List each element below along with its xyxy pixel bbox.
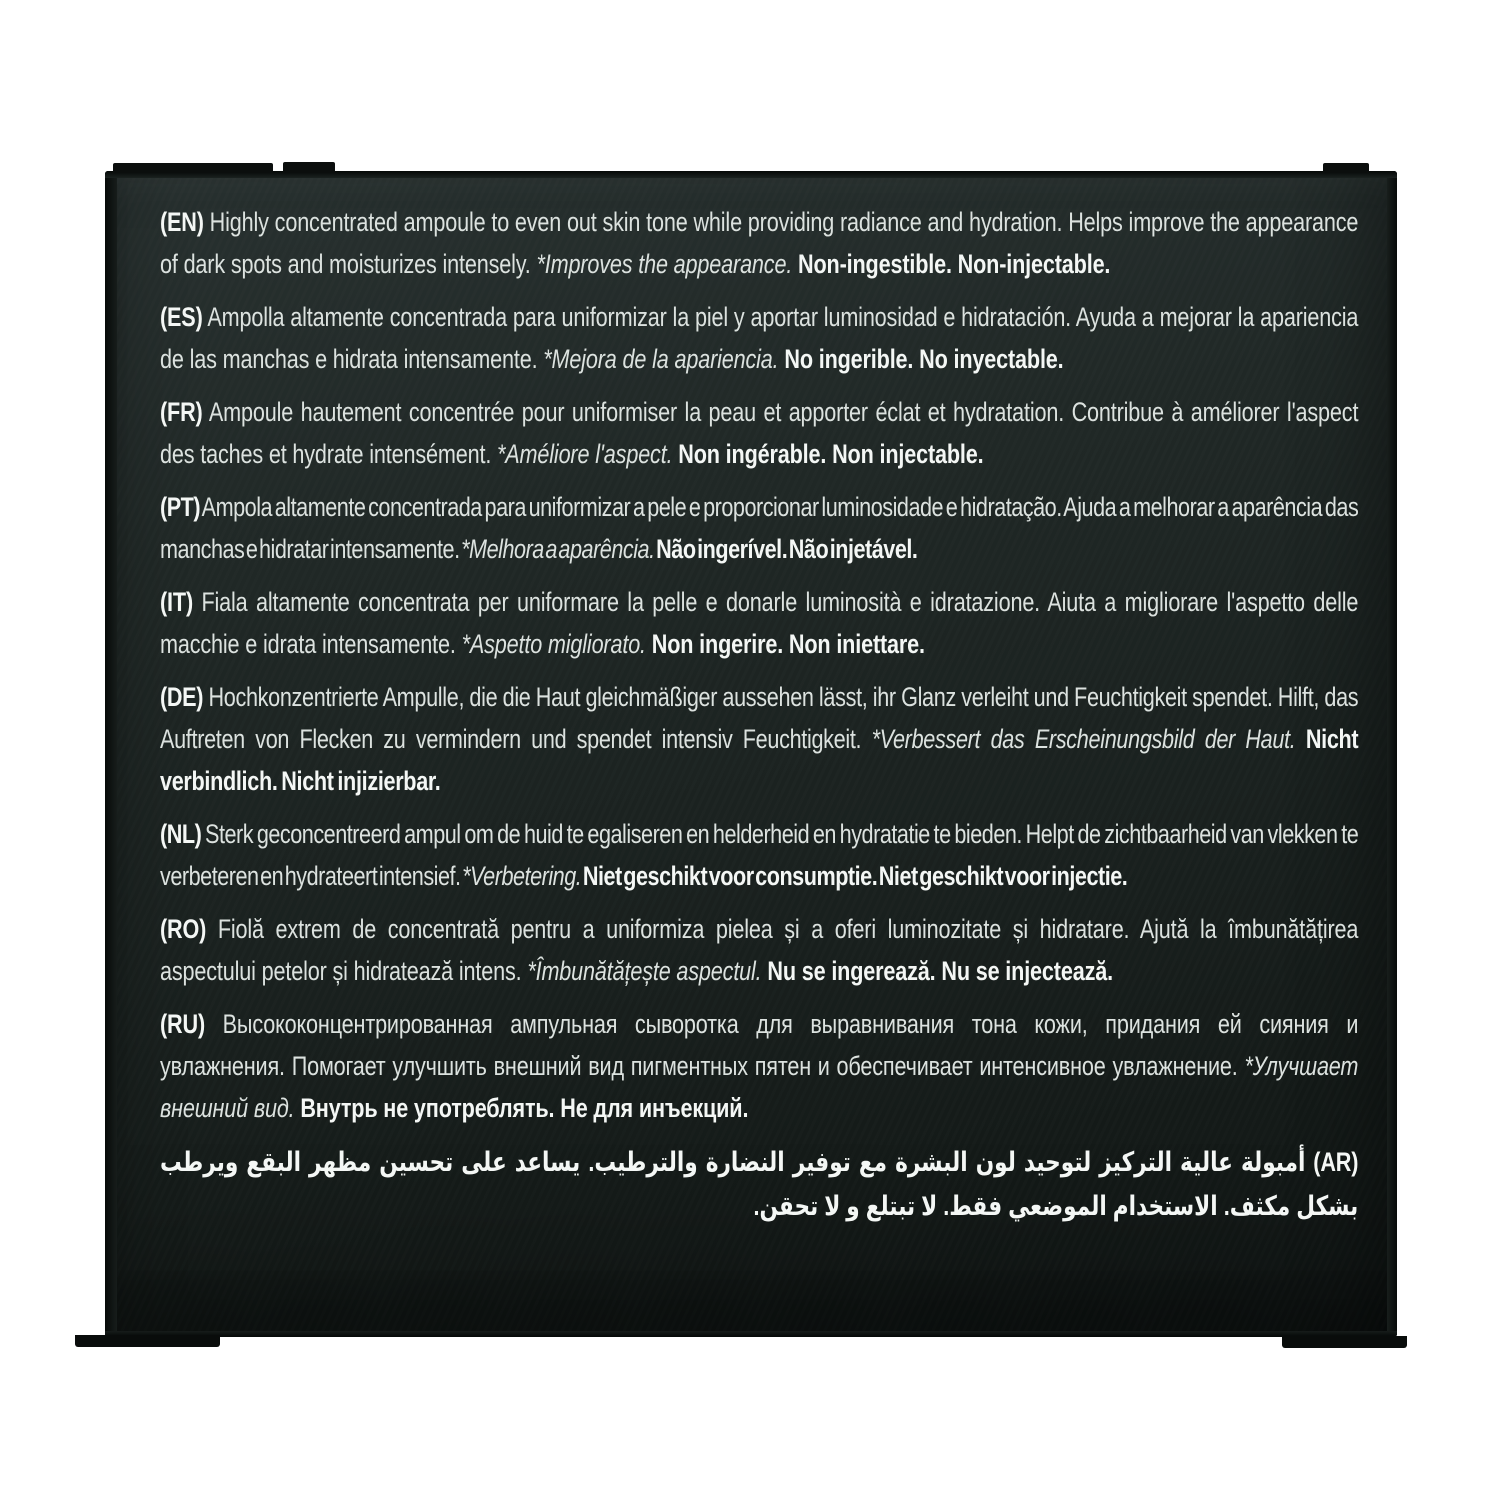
text-segment — [1295, 724, 1305, 754]
paragraph-ro — [160, 908, 1358, 992]
paragraph-it — [160, 581, 1358, 665]
language-tag: (RO) — [160, 914, 207, 944]
box-lid-tab — [113, 163, 273, 173]
text-segment: Non-ingestible. Non-injectable. — [798, 249, 1111, 279]
language-tag: (PT) — [160, 492, 201, 522]
text-segment: Высококонцентрированная ампульная сыворотка для выравнивания тона кожи, придания ей сияния и увлажнения. Помогает улучшить внешний вид пигментных пятен и обеспечивает интенсивное увлажнение. — [160, 1009, 1359, 1081]
language-tag: (ES) — [160, 302, 203, 332]
panel-text — [160, 201, 1358, 1228]
language-tag: (NL) — [160, 819, 202, 849]
text-segment: *Verbetering. — [462, 861, 582, 891]
text-segment: *Melhora a aparência. — [461, 534, 655, 564]
text-segment: *Mejora de la apariencia. — [543, 344, 779, 374]
box-left-edge — [105, 171, 117, 1337]
text-segment: *Improves the appearance. — [536, 249, 793, 279]
paragraph-pt — [160, 486, 1358, 570]
paragraph-ar — [160, 1140, 1358, 1228]
text-segment: Nicht verbindlich. Nicht injizierbar. — [160, 724, 1359, 796]
paragraph-fr — [160, 391, 1358, 475]
box-bottom-seam — [105, 1331, 1397, 1337]
text-segment: *Улучшает внешний вид. — [160, 1051, 1359, 1123]
text-segment: Fiala altamente concentrata per uniformare la pelle e donarle luminosità e idratazione. Aiuta a migliorare l'aspetto delle macchie e idrata intensamente. — [160, 587, 1359, 659]
text-segment: No ingerible. No inyectable. — [784, 344, 1064, 374]
box-lid-tab — [283, 162, 335, 173]
paragraph-en — [160, 201, 1358, 285]
language-tag: (EN) — [160, 207, 204, 237]
box-right-edge — [1387, 171, 1397, 1337]
box-lid-tab — [1323, 163, 1369, 173]
paragraph-ru — [160, 1003, 1358, 1129]
box-bottom-tab — [75, 1335, 220, 1347]
product-box-back-panel — [105, 171, 1397, 1337]
paragraph-de — [160, 676, 1358, 802]
language-tag: (RU) — [160, 1009, 206, 1039]
language-tag: (AR) — [1313, 1147, 1359, 1177]
text-segment: Fiolă extrem de concentrată pentru a uniformiza pielea și a oferi luminozitate și hidratare. Ajută la îmbunătățirea aspectului petelor și hidratează intens. — [160, 914, 1359, 986]
text-segment: Hochkonzentrierte Ampulle, die die Haut gleichmäßiger aussehen lässt, ihr Glanz verleiht und Feuchtigkeit spendet. Hilft, das Auftreten von Flecken zu vermindern und spendet intensiv Feuchtigkeit. — [160, 682, 1359, 754]
text-segment: Não ingerível. Não injetável. — [656, 534, 918, 564]
paragraph-es — [160, 296, 1358, 380]
language-tag: (IT) — [160, 587, 193, 617]
text-segment: Niet geschikt voor consumptie. Niet geschikt voor injectie. — [582, 861, 1128, 891]
text-segment: Ampola altamente concentrada para uniformizar a pele e proporcionar luminosidade e hidratação. Ajuda a melhorar a aparência das manchas e hidratar intensamente. — [160, 492, 1359, 564]
text-segment: *Verbessert das Erscheinungsbild der Haut. — [871, 724, 1296, 754]
text-segment: Sterk geconcentreerd ampul om de huid te egaliseren en helderheid en hydratatie te bieden. Helpt de zichtbaarheid van vlekken te verbeteren en hydrateert intensief. — [160, 819, 1359, 891]
text-segment: الاستخدام الموضعي فقط. لا تبتلع و لا تحقن. — [753, 1191, 1218, 1221]
text-segment: *Améliore l'aspect. — [497, 439, 673, 469]
language-tag: (FR) — [160, 397, 203, 427]
text-segment: Non ingerire. Non iniettare. — [651, 629, 925, 659]
language-tag: (DE) — [160, 682, 204, 712]
box-bottom-tab — [1282, 1336, 1407, 1348]
text-segment: Внутрь не употреблять. Не для инъекций. — [300, 1093, 749, 1123]
text-segment: Ampoule hautement concentrée pour uniformiser la peau et apporter éclat et hydratation. Contribue à améliorer l'aspect des taches et hydrate intensément. — [160, 397, 1359, 469]
text-segment: Highly concentrated ampoule to even out skin tone while providing radiance and hydration. Helps improve the appearance of dark spots and moisturizes intensely. — [160, 207, 1359, 279]
paragraph-nl — [160, 813, 1358, 897]
text-segment: Ampolla altamente concentrada para uniformizar la piel y aportar luminosidad e hidratación. Ayuda a mejorar la apariencia de las manchas e hidrata intensamente. — [160, 302, 1359, 374]
text-segment: *Aspetto migliorato. — [461, 629, 646, 659]
text-segment: *Îmbunătățește aspectul. — [527, 956, 762, 986]
text-segment: Nu se ingerează. Nu se injectează. — [767, 956, 1113, 986]
text-segment: Non ingérable. Non injectable. — [678, 439, 984, 469]
text-segment: أمبولة عالية التركيز لتوحيد لون البشرة مع توفير النضارة والترطيب. يساعد على تحسين مظهر البقع ويرطب بشكل مكثف. — [160, 1147, 1359, 1221]
